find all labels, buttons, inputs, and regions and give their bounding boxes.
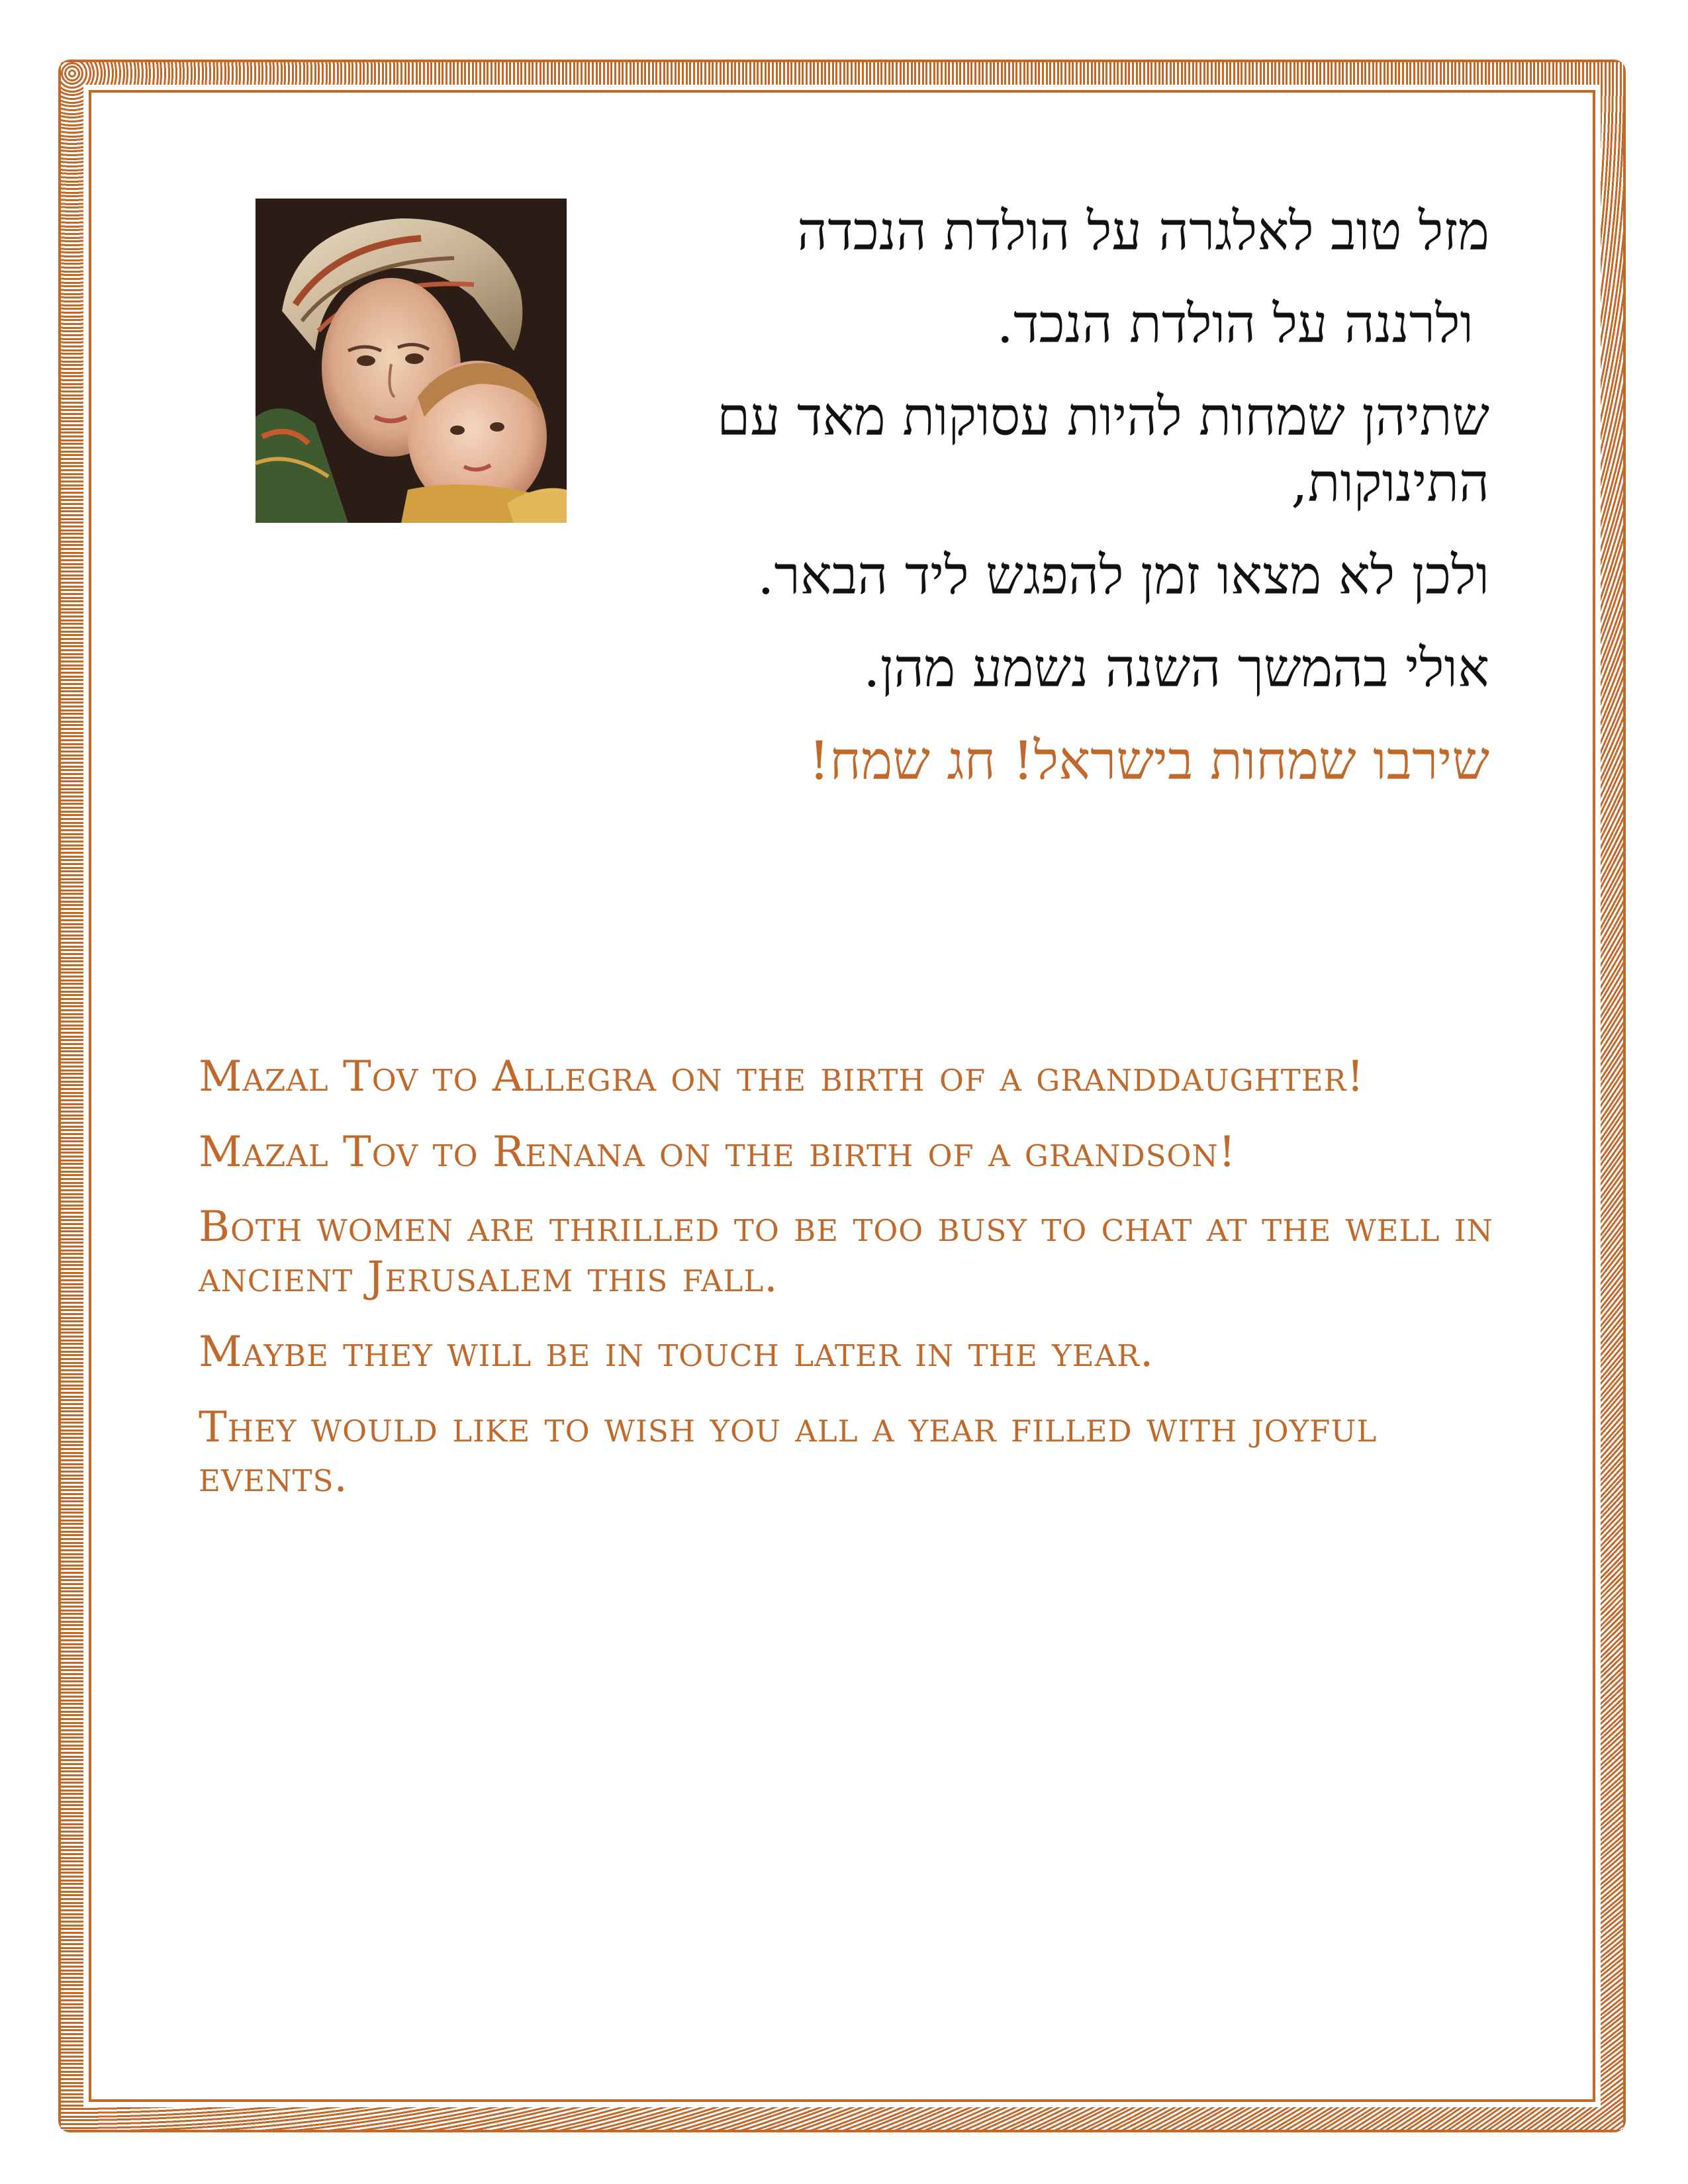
english-line-4: Maybe they will be in touch later in the year. [199,1328,1154,1377]
english-line-2: Mazal Tov to Renana on the birth of a grandson! [199,1127,1237,1177]
hebrew-message [609,199,1489,821]
english-line-1: Mazal Tov to Allegra on the birth of a granddaughter! [199,1052,1365,1101]
hebrew-line-5: אולי בהמשך השנה נשמע מהן. [863,637,1489,699]
hebrew-line-4: ולכן לא מצאו זמן להפגש ליד הבאר. [757,545,1489,606]
hebrew-line-1: מזל טוב לאלגרה על הולדת הנכדה [797,201,1489,262]
english-message [199,1052,1496,1528]
english-line-3: Both women are thrilled to be too busy to chat at the well in ancient Jerusalem this fall. [199,1203,1493,1302]
hebrew-line-2: ולרננה על הולדת הנכד. [996,293,1474,355]
english-line-5: They would like to wish you all a year filled with joyful events. [199,1402,1378,1502]
madonna-and-child-mosaic-image [256,199,567,523]
hebrew-line-3: שתיהן שמחות להיות עסוקות מאד עם התינוקות, [717,386,1489,514]
hebrew-blessing: שירבו שמחות בישראל! חג שמח! [808,730,1489,792]
